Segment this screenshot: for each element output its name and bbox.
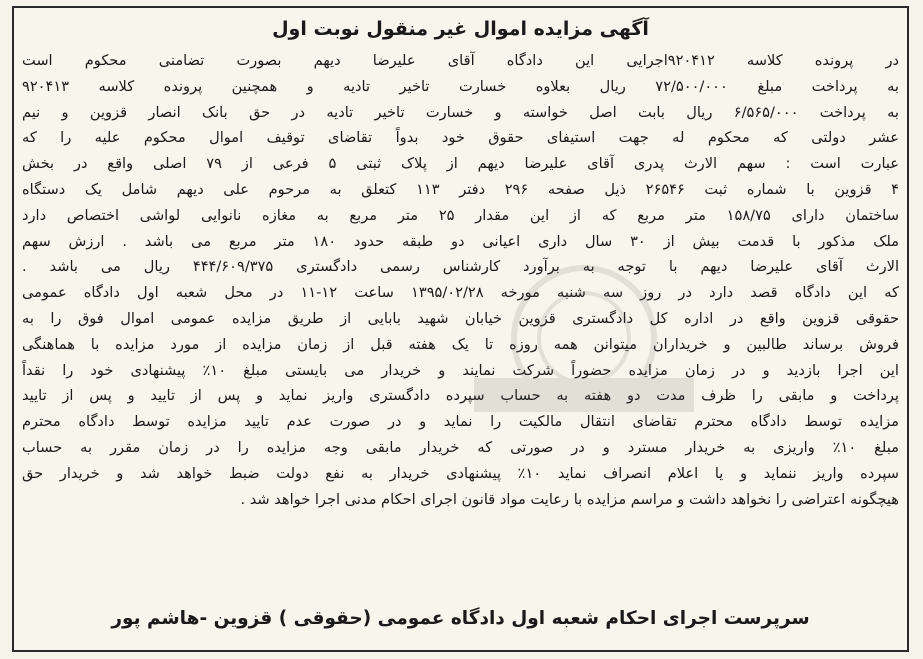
notice-line: هیچگونه اعتراضی را نخواهد داشت و مراسم مزایده با رعایت مواد قانون اجرای احکام مدنی اجرا خواهد شد . [240,490,899,508]
notice-line: پرداخت و مابقی را ظرف مدت دو هفته به حساب سپرده دادگستری واریز نماید و پس از تایید و پس از تایید [22,387,899,405]
notice-line: ساختمان دارای ۱۵۸/۷۵ متر مربع که از این مقدار ۲۵ متر مربع به مغازه نانوایی لواشی اختصاص دارد [22,206,899,224]
notice-line: ۴ قزوین با شماره ثبت ۲۶۵۴۶ ذیل صفحه ۲۹۶ دفتر ۱۱۳ کتعلق به مرحوم علی دیهم شامل یک دستگاه [22,180,899,198]
notice-line: عشر دولتی که محکوم له جهت استیفای حقوق خود بدواً تقاضای توقیف اموال محکوم علیه را که [22,129,899,147]
signature: سرپرست اجرای احکام شعبه اول دادگاه عمومی (حقوقی ) قزوین -هاشم پور [111,608,810,629]
notice-line: الارث آقای علیرضا دیهم با توجه به برآورد کارشناس رسمی دادگستری ۴۴۴/۶۰۹/۳۷۵ ریال می باشد . [22,258,899,276]
notice-frame [12,6,909,652]
notice-line: در پرونده کلاسه ۹۲۰۴۱۲اجرایی این دادگاه آقای علیرضا دیهم بصورت تضامنی محکوم است [22,52,899,69]
notice-line: حقوقی قزوین واقع در اداره کل دادگستری قزوین خیابان شهید بابایی از طریق مزایده عمومی اموال فوق را به [22,309,899,327]
notice-title: آگهی مزایده اموال غیر منقول نوبت اول [272,18,649,40]
notice-line: مبلغ ۱۰٪ واریزی به خریدار مسترد و در صورتی که خریدار مابقی وجه مزایده را در زمان مقرر به حساب [22,438,899,456]
notice-line: به پرداخت مبلغ ۷۲/۵۰۰/۰۰۰ ریال بعلاوه خسارت تاخیر تادیه و همچنین پرونده کلاسه ۹۲۰۴۱۳ [22,77,899,95]
notice-body [22,48,899,512]
notice-line: که این دادگاه قصد دارد در روز سه شنبه مورخه ۱۳۹۵/۰۲/۲۸ ساعت ۱۲-۱۱ در محل شعبه اول دادگاه عمومی [22,284,899,302]
notice-line: فروش برساند طالبین و خریداران میتوانن همه روزه تا یک هفته قبل از زمان مزایده از مورد مزایده با هماهنگی [22,335,899,353]
notice-line: مزایده توسط دادگاه محترم تقاضای انتقال مالکیت را نماید و در صورت عدم تایید مزایده توسط دادگاه محترم [22,413,899,431]
notice-line: عبارت است : سهم الارث پدری آقای علیرضا دیهم از پلاک ثبتی ۵ فرعی از ۷۹ اصلی واقع در بخش [22,155,899,173]
notice-line: این اجرا بازدید و در زمان مزایده حضوراً شرکت نمایند و خریدار می بایستی مبلغ ۱۰٪ پیشنهادی خود را نقداً [22,361,899,379]
notice-line: ملک مذکور با قدمت بیش از ۳۰ سال داری اعیانی دو طبقه حدود ۱۸۰ متر مربع می باشد . ارزش سهم [22,232,899,250]
notice-line: سپرده واریز ننماید و یا اعلام انصراف نماید ۱۰٪ پیشنهادی خریدار به نفع دولت ضبط خواهد شد و خریدار حق [22,464,899,482]
notice-line: به پرداخت ۶/۵۶۵/۰۰۰ ریال بابت اصل خواسته و خسارت تاخیر تادیه در حق بانک انصار قزوین و نیم [22,103,899,121]
